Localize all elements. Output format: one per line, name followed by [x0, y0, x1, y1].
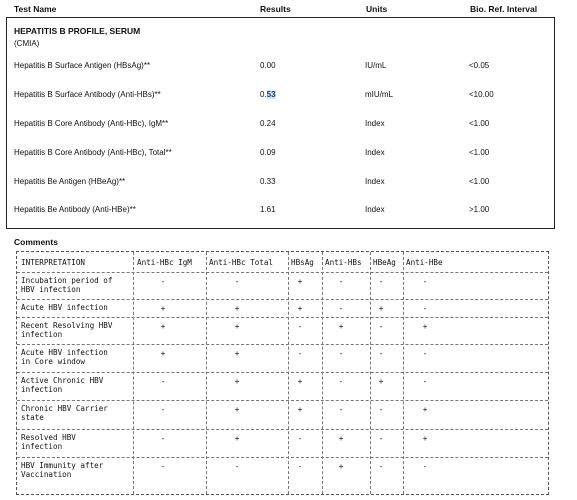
row-divider: [17, 299, 548, 300]
header-ref-interval: Bio. Ref. Interval: [470, 4, 538, 14]
positive-marker: +: [378, 304, 384, 313]
result-row: [7, 90, 556, 102]
test-result: 0.00: [260, 61, 276, 70]
test-unit: Index: [365, 205, 385, 214]
interpretation-label: infection: [21, 442, 63, 451]
comments-title: Comments: [14, 237, 58, 247]
test-result: [260, 90, 276, 99]
row-divider: [17, 400, 548, 401]
row-divider: [17, 457, 548, 458]
positive-marker: +: [338, 462, 344, 471]
negative-marker: -: [297, 322, 303, 331]
positive-marker: +: [297, 377, 303, 386]
col-header-anti-hbc-total: Anti-HBc Total: [209, 258, 274, 267]
positive-marker: +: [160, 304, 166, 313]
header-units: Units: [366, 4, 388, 14]
test-name: Hepatitis B Surface Antibody (Anti-HBs)**: [14, 90, 161, 99]
report-header-row: [0, 4, 577, 18]
positive-marker: +: [234, 304, 240, 313]
row-divider: [17, 372, 548, 373]
row-divider: [17, 344, 548, 345]
negative-marker: -: [160, 405, 166, 414]
profile-title: HEPATITIS B PROFILE, SERUM: [14, 26, 141, 36]
positive-marker: +: [234, 405, 240, 414]
negative-marker: -: [297, 434, 303, 443]
test-name: Hepatitis B Surface Antigen (HBsAg)**: [14, 61, 151, 70]
negative-marker: -: [422, 349, 428, 358]
positive-marker: +: [422, 322, 428, 331]
col-header-interpretation: INTERPRETATION: [21, 258, 86, 267]
positive-marker: +: [297, 304, 303, 313]
negative-marker: -: [378, 462, 384, 471]
header-test-name: Test Name: [14, 4, 57, 14]
test-ref: <1.00: [469, 119, 490, 128]
col-header-anti-hbs: Anti-HBs: [325, 258, 362, 267]
negative-marker: -: [338, 349, 344, 358]
test-result: 0.24: [260, 119, 276, 128]
negative-marker: -: [160, 377, 166, 386]
positive-marker: +: [234, 322, 240, 331]
negative-marker: -: [234, 462, 240, 471]
interpretation-label: Active Chronic HBV: [21, 376, 104, 385]
negative-marker: -: [297, 462, 303, 471]
positive-marker: +: [378, 377, 384, 386]
interpretation-label: Acute HBV infection: [21, 303, 108, 312]
test-ref: <0.05: [469, 61, 490, 70]
test-ref: <1.00: [469, 148, 490, 157]
interpretation-label: HBV infection: [21, 285, 81, 294]
col-header-hbeag: HBeAg: [373, 258, 396, 267]
test-result-highlight: 53: [266, 90, 276, 99]
test-result: 1.61: [260, 205, 276, 214]
test-ref: >1.00: [469, 205, 490, 214]
positive-marker: +: [160, 322, 166, 331]
interpretation-label: Vaccination: [21, 470, 72, 479]
interpretation-label: HBV Immunity after: [21, 461, 104, 470]
negative-marker: -: [297, 349, 303, 358]
positive-marker: +: [338, 434, 344, 443]
interpretation-label: in Core window: [21, 357, 86, 366]
profile-method: (CMIA): [14, 39, 40, 48]
col-header-hbsag: HBsAg: [291, 258, 314, 267]
negative-marker: -: [160, 277, 166, 286]
interpretation-label: Recent Resolving HBV: [21, 321, 113, 330]
positive-marker: +: [338, 322, 344, 331]
interpretation-label: Acute HBV infection: [21, 348, 108, 357]
test-unit: Index: [365, 148, 385, 157]
negative-marker: -: [160, 434, 166, 443]
negative-marker: -: [378, 349, 384, 358]
negative-marker: -: [378, 322, 384, 331]
interpretation-label: Chronic HBV Carrier: [21, 404, 108, 413]
interpretation-label: state: [21, 413, 44, 422]
positive-marker: +: [160, 349, 166, 358]
positive-marker: +: [297, 277, 303, 286]
results-panel: [6, 17, 555, 229]
test-name: Hepatitis B Core Antibody (Anti-HBc), Total**: [14, 148, 172, 157]
test-ref: <1.00: [469, 177, 490, 186]
negative-marker: -: [378, 405, 384, 414]
test-name: Hepatitis Be Antibody (Anti-HBe)**: [14, 205, 136, 214]
test-name: Hepatitis B Core Antibody (Anti-HBc), IgM**: [14, 119, 169, 128]
negative-marker: -: [338, 377, 344, 386]
col-header-anti-hbc-igm: Anti-HBc IgM: [137, 258, 192, 267]
negative-marker: -: [378, 277, 384, 286]
positive-marker: +: [422, 405, 428, 414]
test-unit: IU/mL: [365, 61, 387, 70]
positive-marker: +: [234, 349, 240, 358]
test-unit: mIU/mL: [365, 90, 393, 99]
interpretation-label: Incubation period of: [21, 276, 113, 285]
test-unit: Index: [365, 177, 385, 186]
test-ref: <10.00: [469, 90, 494, 99]
negative-marker: -: [160, 462, 166, 471]
header-results: Results: [260, 4, 291, 14]
result-row: [7, 148, 556, 160]
result-row: [7, 177, 556, 189]
row-divider: [17, 272, 548, 273]
negative-marker: -: [234, 277, 240, 286]
negative-marker: -: [338, 277, 344, 286]
negative-marker: -: [422, 377, 428, 386]
positive-marker: +: [422, 434, 428, 443]
positive-marker: +: [234, 434, 240, 443]
row-divider: [17, 317, 548, 318]
test-result: 0.09: [260, 148, 276, 157]
test-result-prefix: 0.: [260, 90, 267, 99]
col-header-anti-hbe: Anti-HBe: [406, 258, 443, 267]
negative-marker: -: [338, 304, 344, 313]
result-row: [7, 119, 556, 131]
positive-marker: +: [234, 377, 240, 386]
interpretation-table: [16, 251, 549, 495]
negative-marker: -: [338, 405, 344, 414]
result-row: [7, 205, 556, 217]
interpretation-label: Resolved HBV: [21, 433, 76, 442]
interpretation-label: infection: [21, 385, 63, 394]
test-unit: Index: [365, 119, 385, 128]
negative-marker: -: [378, 434, 384, 443]
test-name: Hepatitis Be Antigen (HBeAg)**: [14, 177, 126, 186]
test-result: 0.33: [260, 177, 276, 186]
negative-marker: -: [422, 304, 428, 313]
positive-marker: +: [297, 405, 303, 414]
result-row: [7, 61, 556, 73]
negative-marker: -: [422, 462, 428, 471]
negative-marker: -: [422, 277, 428, 286]
interpretation-label: infection: [21, 330, 63, 339]
row-divider: [17, 429, 548, 430]
